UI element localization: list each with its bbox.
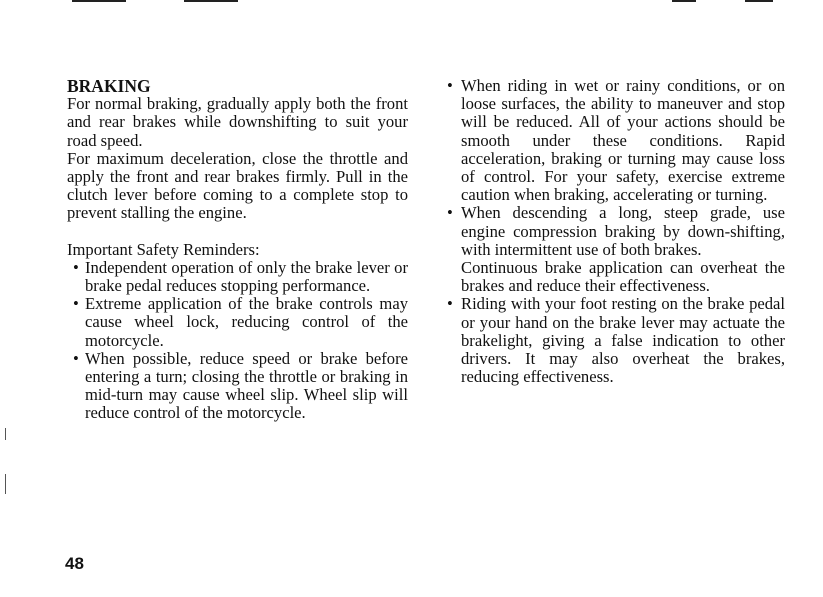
safety-reminders-list bbox=[67, 259, 408, 423]
bullet-icon: • bbox=[73, 257, 79, 277]
right-column bbox=[447, 77, 785, 386]
list-item bbox=[447, 295, 785, 386]
bullet-icon: • bbox=[73, 294, 79, 314]
margin-line bbox=[5, 474, 6, 494]
margin-line bbox=[5, 428, 6, 440]
top-rule bbox=[745, 0, 773, 2]
list-item-text: When possible, reduce speed or brake before entering a turn; closing the throttle or braking in mid-turn may cause wheel slip. Wheel slip will reduce control of the motorcycle. bbox=[85, 348, 408, 423]
bullet-icon: • bbox=[447, 203, 453, 223]
maximum-deceleration-paragraph: For maximum deceleration, close the throttle and apply the front and rear brakes firmly. Pull in the clutch lever before coming to a complete stop to prevent stalling the engine. bbox=[67, 148, 408, 223]
bullet-icon: • bbox=[73, 348, 79, 368]
riding-tips-list bbox=[447, 77, 785, 386]
normal-braking-paragraph: For normal braking, gradually apply both the front and rear brakes while downshifting to suit your road speed. bbox=[67, 94, 408, 150]
bullet-icon: • bbox=[447, 76, 453, 95]
bullet-icon: • bbox=[447, 294, 453, 314]
top-rule bbox=[184, 0, 238, 2]
top-rule bbox=[72, 0, 126, 2]
list-item bbox=[67, 350, 408, 423]
list-item-text: When descending a long, steep grade, use engine compression braking by down-shifting, with intermittent use of both brakes. bbox=[461, 203, 785, 259]
list-item-text: Riding with your foot resting on the brake pedal or your hand on the brake lever may actuate the brakelight, giving a false indication to other drivers. It may also overheat the brakes, reducing effectiveness. bbox=[461, 294, 785, 387]
list-item bbox=[447, 204, 785, 295]
left-column bbox=[67, 77, 408, 423]
list-item-text: Extreme application of the brake controls may cause wheel lock, reducing control of the motorcycle. bbox=[85, 294, 408, 350]
list-item bbox=[447, 77, 785, 204]
section-heading: BRAKING bbox=[67, 76, 151, 96]
reminders-title: Important Safety Reminders: bbox=[67, 239, 260, 259]
list-item-continuation: Continuous brake application can overheat the brakes and reduce their effectiveness. bbox=[461, 258, 785, 296]
page-number: 48 bbox=[65, 554, 84, 573]
top-rule bbox=[672, 0, 696, 2]
list-item-text: When riding in wet or rainy conditions, or on loose surfaces, the ability to maneuver and stop will be reduced. All of your actions should be smooth under these conditions. Rapid acceleration, braking or turning may cause loss of control. For your safety, exercise extreme caution when braking, accelerating or turning. bbox=[461, 76, 785, 205]
list-item bbox=[67, 295, 408, 350]
list-item-text: Independent operation of only the brake lever or brake pedal reduces stopping performance. bbox=[85, 257, 408, 296]
list-item bbox=[67, 259, 408, 295]
